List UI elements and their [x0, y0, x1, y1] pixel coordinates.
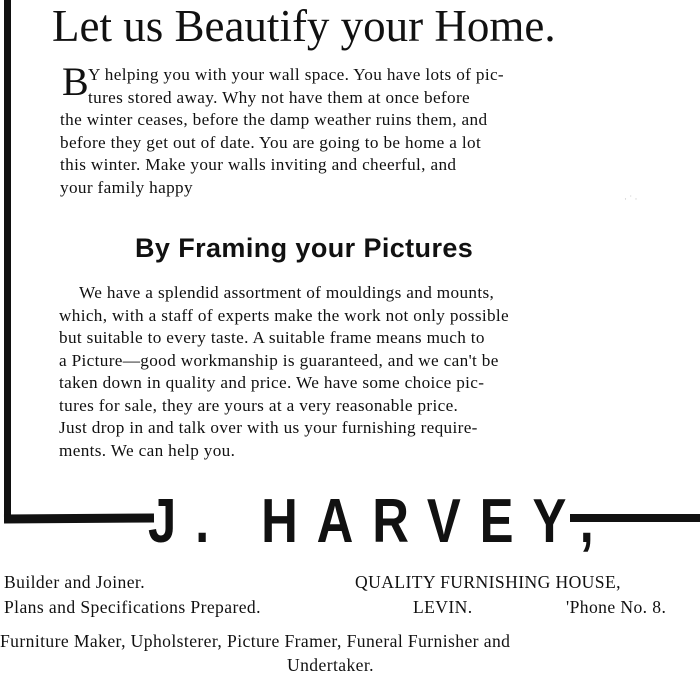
services-line: Furniture Maker, Upholsterer, Picture Framer, Funeral Furnisher and [0, 631, 511, 651]
border-rule-left [4, 0, 11, 522]
trade-line-plans: Plans and Specifications Prepared. [4, 597, 261, 617]
intro-line: before they get out of date. You are going to be home a lot [60, 132, 482, 152]
intro-line: Y helping you with your wall space. You have lots of pic- [88, 65, 504, 84]
body-line: ments. We can help you. [59, 440, 236, 460]
business-name: QUALITY FURNISHING HOUSE, [355, 572, 621, 592]
body-line: which, with a staff of experts make the work not only possible [59, 305, 510, 325]
body-line: tures for sale, they are yours at a very reasonable price. [59, 395, 459, 415]
business-town: LEVIN. [413, 597, 473, 617]
advert-headline: Let us Beautify your Home. [52, 1, 556, 51]
body-line: taken down in quality and price. We have some choice pic- [59, 373, 485, 392]
services-line-end: Undertaker. [287, 655, 374, 675]
print-smudge: · ˙ · [624, 194, 638, 204]
intro-line: tures stored away. Why not have them at once before [88, 87, 470, 107]
body-line: a Picture—good workmanship is guaranteed, and we can't be [59, 350, 499, 370]
intro-line: your family happy [60, 177, 193, 197]
body-line: Just drop in and talk over with us your furnishing require- [59, 418, 478, 437]
body-line: We have a splendid assortment of mouldings and mounts, [79, 283, 495, 302]
intro-paragraph [60, 59, 504, 199]
section-subheading: By Framing your Pictures [135, 233, 474, 263]
advertiser-name: J. HARVEY, [148, 487, 613, 556]
intro-line: the winter ceases, before the damp weather ruins them, and [60, 110, 488, 129]
body-line: but suitable to every taste. A suitable frame means much to [59, 328, 485, 347]
business-phone: 'Phone No. 8. [566, 597, 667, 617]
dropcap-letter: B [62, 59, 89, 104]
body-paragraph [59, 282, 509, 462]
trade-line-builder: Builder and Joiner. [4, 572, 145, 592]
border-rule-bottom-left [4, 513, 154, 523]
intro-line: this winter. Make your walls inviting and cheerful, and [60, 155, 457, 174]
